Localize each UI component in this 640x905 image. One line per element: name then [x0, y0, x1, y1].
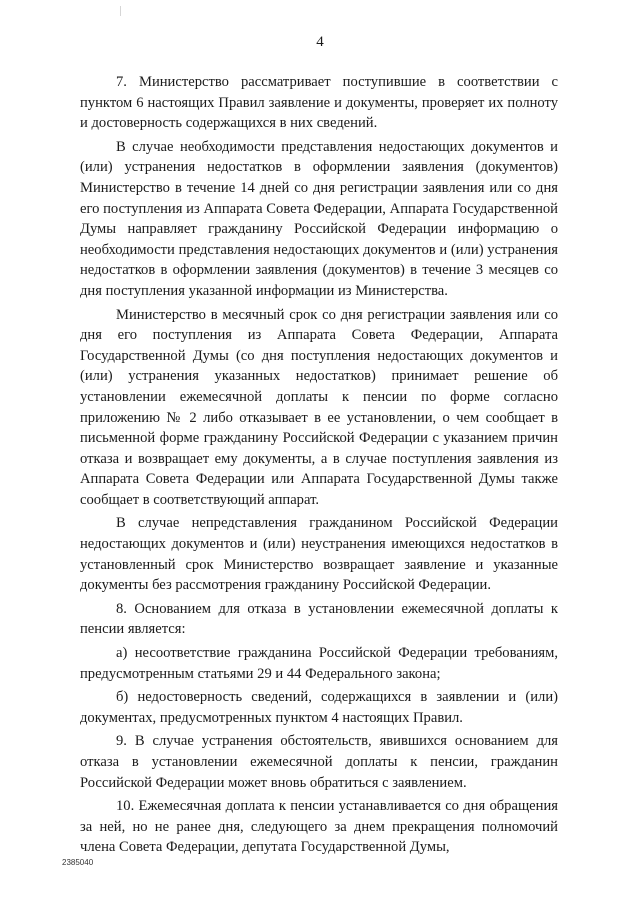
document-code: 2385040 — [62, 858, 94, 867]
scan-mark — [120, 6, 121, 16]
paragraph-8-item-a: а) несоответствие гражданина Российской Федерации требованиям, предусмотренным статьями 29 и 44 Федерального закона; — [80, 645, 558, 682]
paragraph-9: 9. В случае устранения обстоятельств, явившихся основанием для отказа в установлении ежемесячной доплаты к пенсии, гражданин Российской Федерации может вновь обратиться с заявлением. — [80, 733, 558, 791]
paragraph-7: 7. Министерство рассматривает поступившие в соответствии с пунктом 6 настоящих Правил заявление и документы, проверяет их полноту и достоверность содержащихся в них сведений. — [80, 74, 558, 132]
paragraph-7-decision: Министерство в месячный срок со дня регистрации заявления или со дня его поступления из Аппарата Совета Федерации, Аппарата Государственной Думы (со дня поступления недостающих документов и (или) устранения указанных недостатков) принимает решение об установлении ежемесячной доплаты к пенсии по форме согласно приложению № 2 либо отказывает в ее установлении, о чем сообщает в письменной форме гражданину Российской Федерации с указанием причин отказа и возвращает ему документы, а в случае поступления заявления из Аппарата Совета Федерации или Аппарата Государственной Думы также сообщает в соответствующий аппарат. — [80, 306, 558, 508]
paragraph-8-item-b: б) недостоверность сведений, содержащихся в заявлении и (или) документах, предусмотренных пунктом 4 настоящих Правил. — [80, 689, 558, 726]
paragraph-7-missing-documents: В случае необходимости представления недостающих документов и (или) устранения недостатков в оформлении заявления (документов) Министерство в течение 14 дней со дня регистрации заявления или со дня его поступления из Аппарата Совета Федерации, Аппарата Государственной Думы направляет гражданину Российской Федерации информацию о необходимости представления недостающих документов и (или) устранения недостатков в оформлении заявления (документов) в течение 3 месяцев со дня поступления указанной информации из Министерства. — [80, 138, 558, 299]
paragraph-8: 8. Основанием для отказа в установлении ежемесячной доплаты к пенсии является: — [80, 600, 558, 638]
paragraph-10: 10. Ежемесячная доплата к пенсии устанавливается со дня обращения за ней, но не ранее дня, следующего за днем прекращения полномочий члена Совета Федерации, депутата Государственной Думы, — [80, 798, 558, 856]
paragraph-7-return: В случае непредставления гражданином Российской Федерации недостающих документов и (или) неустранения имеющихся недостатков в установленный срок Министерство возвращает заявление и указанные документы без рассмотрения гражданину Российской Федерации. — [80, 515, 558, 594]
page-number: 4 — [316, 34, 324, 50]
document-body — [80, 72, 558, 858]
